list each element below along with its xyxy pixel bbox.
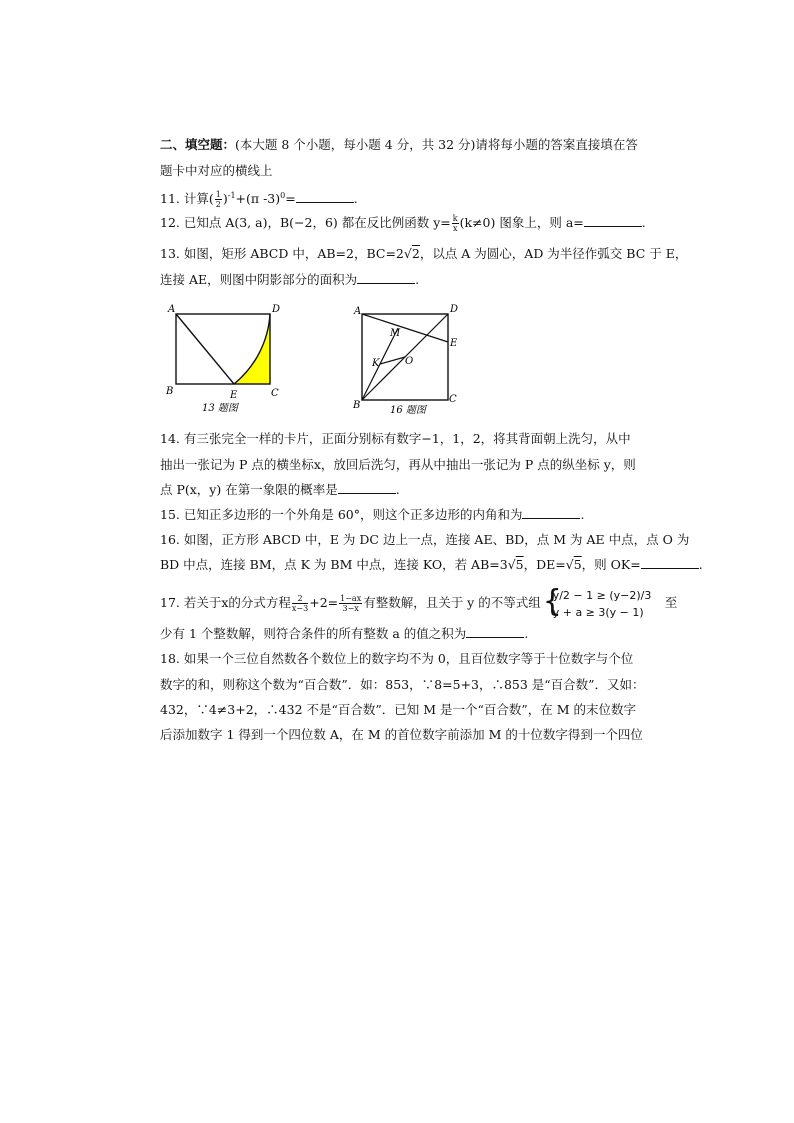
q16-sqrt2: 5 bbox=[573, 557, 582, 572]
q16-sqrt1: 5 bbox=[515, 557, 524, 572]
question-17-line1 bbox=[160, 583, 678, 622]
q14-answer-blank[interactable] bbox=[338, 481, 396, 494]
label-a: A bbox=[168, 304, 176, 315]
label-e: E bbox=[230, 390, 238, 401]
q11-exp1: -1 bbox=[227, 191, 236, 200]
q17-f2-den: 3−x bbox=[342, 604, 359, 613]
question-15 bbox=[160, 506, 640, 524]
question-18-line2: 数字的和，则称这个数为“百合数”．如：853，∵8=5+3，∴853 是“百合数”．又如： bbox=[160, 677, 645, 692]
question-12 bbox=[160, 214, 646, 233]
q11-frac-den: 2 bbox=[215, 200, 221, 210]
q11-exp2: 0 bbox=[280, 191, 286, 200]
question-13-line2 bbox=[160, 271, 640, 289]
q13-line2: 连接 AE，则图中阴影部分的面积为 bbox=[160, 272, 358, 287]
q17-suffix: 有整数解，且关于 y 的不等式组 bbox=[363, 595, 541, 610]
label-a: A bbox=[354, 306, 362, 317]
segment-ae bbox=[362, 314, 448, 342]
question-18-line3: 432，∵4≠3+2，∴432 不是“百合数”．已知 M 是一个“百合数”，在 M 的末位数字 bbox=[160, 702, 637, 717]
segment-ae bbox=[176, 314, 234, 384]
q12-frac-num: k bbox=[452, 214, 458, 223]
question-11: 11. 计算( $\frac{1}{2}$ )$^{-1}$+(π -3)$^0$= . bbox=[160, 190, 358, 210]
question-14-line2: 抽出一张记为 P 点的横坐标x，放回后洗匀，再从中抽出一张记为 P 点的纵坐标 y，则 bbox=[160, 457, 636, 472]
q16-answer-blank[interactable] bbox=[641, 556, 699, 569]
sqrt-icon: √ bbox=[565, 557, 574, 572]
figure-16-drawing bbox=[348, 300, 478, 420]
q13-line1-a: 13. 如图，矩形 ABCD 中，AB=2，BC=2 bbox=[160, 246, 404, 261]
q11-end: . bbox=[353, 191, 358, 207]
q16-end: . bbox=[698, 557, 703, 572]
q17-f2-num: 1−ax bbox=[340, 594, 362, 603]
q17-mid: +2= bbox=[309, 595, 339, 610]
q11-frac-num: 1 bbox=[215, 190, 221, 200]
question-16-line1: 16. 如图，正方形 ABCD 中，E 为 DC 边上一点，连接 AE、BD，点 M 为 AE 中点，点 O 为 bbox=[160, 532, 690, 547]
question-17-line2 bbox=[160, 625, 640, 643]
question-13-line1 bbox=[160, 245, 688, 263]
q16-line2-b: ，DE= bbox=[523, 557, 566, 572]
q13-sqrt-value: 2 bbox=[411, 246, 420, 261]
q12-answer-blank[interactable] bbox=[584, 214, 642, 227]
q12-prefix: 12. 已知点 A(3, a)，B(−2，6) 都在反比例函数 y= bbox=[160, 215, 451, 230]
q11-prefix: 11. 计算 bbox=[160, 191, 209, 207]
q11-fraction bbox=[215, 190, 222, 209]
label-k: K bbox=[372, 358, 380, 369]
q14-line3: 点 P(x，y) 在第一象限的概率是 bbox=[160, 482, 338, 497]
label-d: D bbox=[450, 304, 459, 315]
question-16-line2 bbox=[160, 556, 703, 574]
label-b: B bbox=[166, 386, 174, 397]
q17-fraction-2 bbox=[339, 594, 362, 613]
label-d: D bbox=[272, 304, 281, 315]
section-intro-text: (本大题 8 个小题，每小题 4 分，共 32 分)请将每小题的答案直接填在答 bbox=[235, 137, 638, 152]
q13-line1-b: ，以点 A 为圆心，AD 为半径作弧交 BC 于 E， bbox=[419, 246, 688, 261]
q17-prefix: 17. 若关于x的分式方程 bbox=[160, 595, 291, 610]
left-brace-icon: { bbox=[542, 583, 562, 619]
q14-end: . bbox=[395, 482, 400, 497]
q16-line2-a: BD 中点，连接 BM，点 K 为 BM 中点，连接 KO，若 AB=3 bbox=[160, 557, 508, 572]
q17-tail: 至 bbox=[664, 595, 678, 610]
section-heading: 二、填空题： bbox=[160, 137, 236, 152]
section-intro-line2: 题卡中对应的横线上 bbox=[160, 163, 273, 178]
q17-end: . bbox=[524, 626, 529, 641]
q17-fraction-1 bbox=[292, 594, 308, 613]
label-m: M bbox=[390, 328, 401, 339]
sqrt-icon: √ bbox=[507, 557, 516, 572]
label-b: B bbox=[353, 400, 361, 411]
label-c: C bbox=[449, 394, 457, 405]
q17-inequality-system bbox=[542, 583, 655, 622]
label-c: C bbox=[271, 388, 279, 399]
q15-text: 15. 已知正多边形的一个外角是 60°，则这个正多边形的内角和为 bbox=[160, 507, 523, 522]
q17-inequality-row2: y + a ≥ 3(y − 1) bbox=[552, 605, 644, 619]
q17-f1-num: 2 bbox=[292, 594, 308, 604]
q17-answer-blank[interactable] bbox=[466, 625, 524, 638]
question-14-line1: 14. 有三张完全一样的卡片，正面分别标有数字−1，1，2，将其背面朝上洗匀，从中 bbox=[160, 431, 631, 446]
q17-inequality-row1: y/2 − 1 ≥ (y−2)/3 bbox=[552, 588, 652, 602]
q15-answer-blank[interactable] bbox=[522, 506, 580, 519]
q11-middle: +(π -3) bbox=[235, 191, 281, 207]
q13-answer-blank[interactable] bbox=[357, 271, 415, 284]
q11-equals: = bbox=[285, 191, 296, 207]
label-e: E bbox=[450, 338, 458, 349]
figure-16 bbox=[348, 300, 478, 420]
question-14-line3 bbox=[160, 481, 640, 499]
q16-line2-c: ，则 OK= bbox=[581, 557, 641, 572]
figure-16-caption: 16 题图 bbox=[390, 405, 426, 416]
q12-frac-den: x bbox=[452, 224, 458, 233]
section-intro-line1 bbox=[160, 136, 640, 154]
label-o: O bbox=[405, 356, 414, 367]
figure-13 bbox=[160, 300, 290, 420]
q13-end: . bbox=[415, 272, 420, 287]
q12-end: . bbox=[641, 215, 646, 230]
figure-13-drawing bbox=[160, 300, 290, 420]
q12-suffix: (k≠0) 图象上，则 a= bbox=[459, 215, 584, 230]
figure-13-caption: 13 题图 bbox=[202, 403, 238, 414]
q17-f1-den: x−3 bbox=[291, 604, 309, 613]
q15-end: . bbox=[580, 507, 585, 522]
q17-line2: 少有 1 个整数解，则符合条件的所有整数 a 的值之积为 bbox=[160, 626, 467, 641]
sqrt-icon: √ bbox=[403, 246, 412, 261]
q11-answer-blank[interactable] bbox=[296, 190, 354, 203]
question-18-line1: 18. 如果一个三位自然数各个数位上的数字均不为 0，且百位数字等于十位数字与个位 bbox=[160, 651, 634, 666]
shaded-region bbox=[234, 314, 270, 384]
q12-fraction bbox=[452, 214, 459, 233]
question-18-line4: 后添加数字 1 得到一个四位数 A，在 M 的首位数字前添加 M 的十位数字得到一个四位 bbox=[160, 727, 643, 742]
